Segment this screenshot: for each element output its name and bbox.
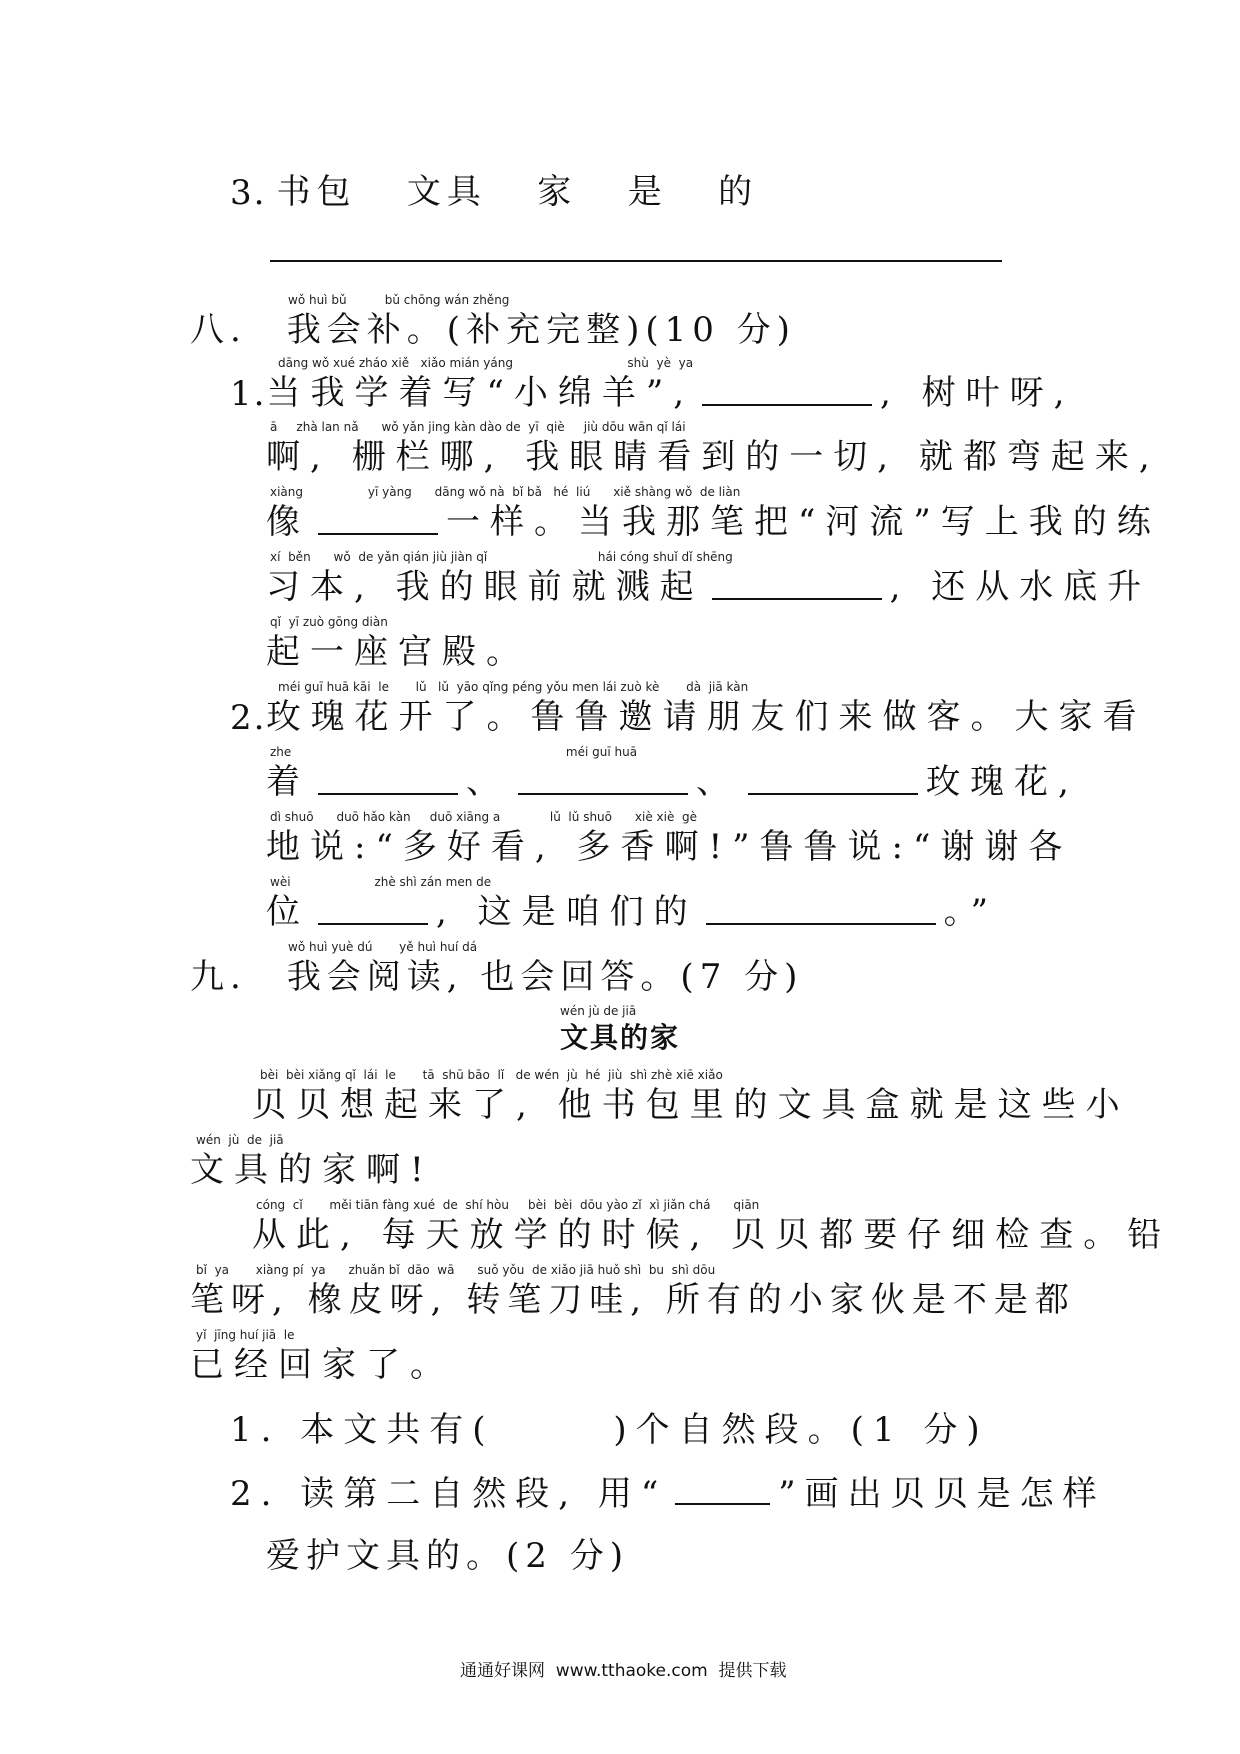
q8-item1-line4-pinyin: xí běn wǒ de yǎn qián jiù jiàn qǐ hái cóng shuǐ dǐ shēng (270, 550, 733, 564)
q8-heading-text: 我会补。(补充完整)(10 分) (286, 310, 796, 350)
passage-p2-line1: 从此, 每天放学的时候, 贝贝都要仔细检查。铅 (252, 1215, 1172, 1255)
q8-item2-line4 (266, 884, 998, 933)
q8-item2-line3: 地说:“多好看, 多香啊!”鲁鲁说:“谢谢各 (266, 827, 1073, 867)
q8-item2-blank2[interactable] (518, 792, 688, 795)
passage-title: 文具的家 (560, 1021, 681, 1054)
q8-item1-blank3[interactable] (712, 597, 882, 600)
q8-item1-line5-pinyin: qǐ yī zuò gōng diàn (270, 615, 388, 629)
q8-item2-blank3[interactable] (748, 792, 918, 795)
q8-item1-line3-text-a: 像 (266, 502, 310, 542)
q8-heading-number: 八. (190, 310, 247, 350)
q8-item2-line3-pinyin: dì shuō duō hǎo kàn duō xiāng a lǔ lǔ shuō xiè xiè gè (270, 810, 697, 824)
reading-question-2 (230, 1466, 1106, 1515)
q8-item1-line3-text-b: 一样。当我那笔把“河流”写上我的练 (446, 502, 1161, 542)
reading-question-1: 1. 本文共有( )个自然段。(1 分) (230, 1410, 989, 1450)
q8-item2-line4-text-b: , 这是咱们的 (436, 892, 698, 932)
q8-item1-line4-text-a: 习本, 我的眼前就溅起 (266, 567, 704, 607)
q8-item2-line4-pinyin: wèi zhè shì zán men de (270, 875, 492, 889)
reading-question-2-underline-sample (675, 1502, 770, 1505)
passage-p2-line3: 已经回家了。 (190, 1345, 454, 1385)
q8-item1-line4 (266, 559, 1151, 608)
q8-item1-blank2[interactable] (318, 532, 438, 535)
q7-item3 (230, 164, 758, 213)
q8-item1-line1 (230, 365, 1074, 414)
q8-item2-line1 (230, 689, 1146, 738)
q8-item2-number: 2. (230, 698, 267, 738)
q8-item2-line2-sep1: 、 (466, 762, 510, 802)
q9-heading-pinyin: wǒ huì yuè dú yě huì huí dá (288, 940, 478, 954)
q8-item2-line2-text-a: 着 (266, 762, 310, 802)
passage-p2-line2-pinyin: bǐ ya xiàng pí ya zhuǎn bǐ dāo wā suǒ yǒu de xiǎo jiā huǒ shì bu shì dōu (196, 1263, 716, 1277)
passage-p2-line2: 笔呀, 橡皮呀, 转笔刀哇, 所有的小家伙是不是都 (190, 1280, 1076, 1320)
q7-answer-line[interactable] (270, 260, 1002, 262)
q8-item2-line4-text-a: 位 (266, 892, 310, 932)
passage-p2-line1-pinyin: cóng cǐ měi tiān fàng xué de shí hòu bèi bèi dōu yào zǐ xì jiǎn chá qiān (256, 1198, 760, 1212)
q8-item1-number: 1. (230, 374, 267, 414)
passage-title-pinyin: wén jù de jiā (560, 1004, 637, 1018)
q8-item1-line1-text-a: 当我学着写“小绵羊”, (266, 373, 695, 413)
q8-item1-line2: 啊, 栅栏哪, 我眼睛看到的一切, 就都弯起来, (266, 437, 1160, 477)
passage-p1-line1: 贝贝想起来了, 他书包里的文具盒就是这些小 (252, 1085, 1130, 1125)
q8-item1-line1-pinyin: dāng wǒ xué zháo xiě xiǎo mián yáng shù yè ya (278, 356, 694, 370)
q8-item2-line2 (266, 754, 1079, 803)
q8-item1-line4-text-b: , 还从水底升 (889, 567, 1152, 607)
reading-question-2-text-b: ”画出贝贝是怎样 (778, 1474, 1106, 1514)
passage-p1-line1-pinyin: bèi bèi xiǎng qǐ lái le tā shū bāo lǐ de wén jù hé jiù shì zhè xiē xiǎo (260, 1068, 723, 1082)
q8-item1-line5: 起一座宫殿。 (266, 632, 530, 672)
q8-item2-line2-sep2: 、 (696, 762, 740, 802)
passage-p1-line2: 文具的家啊! (190, 1150, 434, 1190)
q8-item1-line3 (266, 494, 1161, 543)
q9-heading-text: 我会阅读, 也会回答。(7 分) (286, 957, 804, 997)
q8-item2-line4-text-c: 。” (943, 892, 999, 932)
q8-item2-blank5[interactable] (706, 922, 936, 925)
q9-heading-number: 九. (190, 957, 247, 997)
passage-p2-line3-pinyin: yǐ jīng huí jiā le (196, 1328, 295, 1342)
q8-item2-blank1[interactable] (318, 792, 458, 795)
reading-question-2-cont: 爱护文具的。(2 分) (266, 1536, 629, 1576)
q8-heading (190, 302, 796, 351)
q8-item2-line1-pinyin: méi guī huā kāi le lǔ lǔ yāo qǐng péng yǒu men lái zuò kè dà jiā kàn (278, 680, 749, 694)
q7-item3-number: 3. (230, 173, 267, 213)
passage-p1-line2-pinyin: wén jù de jiā (196, 1133, 284, 1147)
q8-item2-line2-text-b: 玫瑰花, (926, 762, 1079, 802)
q9-heading (190, 949, 803, 998)
q8-item1-line2-pinyin: ā zhà lan nǎ wǒ yǎn jing kàn dào de yī qiè jiù dōu wān qǐ lái (270, 420, 686, 434)
q8-item1-line3-pinyin: xiàng yī yàng dāng wǒ nà bǐ bǎ hé liú xiě shàng wǒ de liàn (270, 485, 741, 499)
q8-heading-pinyin: wǒ huì bǔ bǔ chōng wán zhěng (288, 293, 510, 307)
q8-item2-line1-text: 玫瑰花开了。鲁鲁邀请朋友们来做客。大家看 (266, 697, 1147, 737)
q8-item2-line2-pinyin: zhe méi guī huā (270, 745, 638, 759)
footer-credit: 通通好课网 www.tthaoke.com 提供下载 (460, 1661, 787, 1681)
reading-question-2-text-a: 2. 读第二自然段, 用“ (230, 1474, 668, 1514)
q7-item3-words: 书包 文具 家 是 的 (276, 172, 759, 212)
q8-item1-line1-text-b: , 树叶呀, (880, 373, 1075, 413)
q8-item2-blank4[interactable] (318, 922, 428, 925)
q8-item1-blank1[interactable] (702, 403, 872, 406)
